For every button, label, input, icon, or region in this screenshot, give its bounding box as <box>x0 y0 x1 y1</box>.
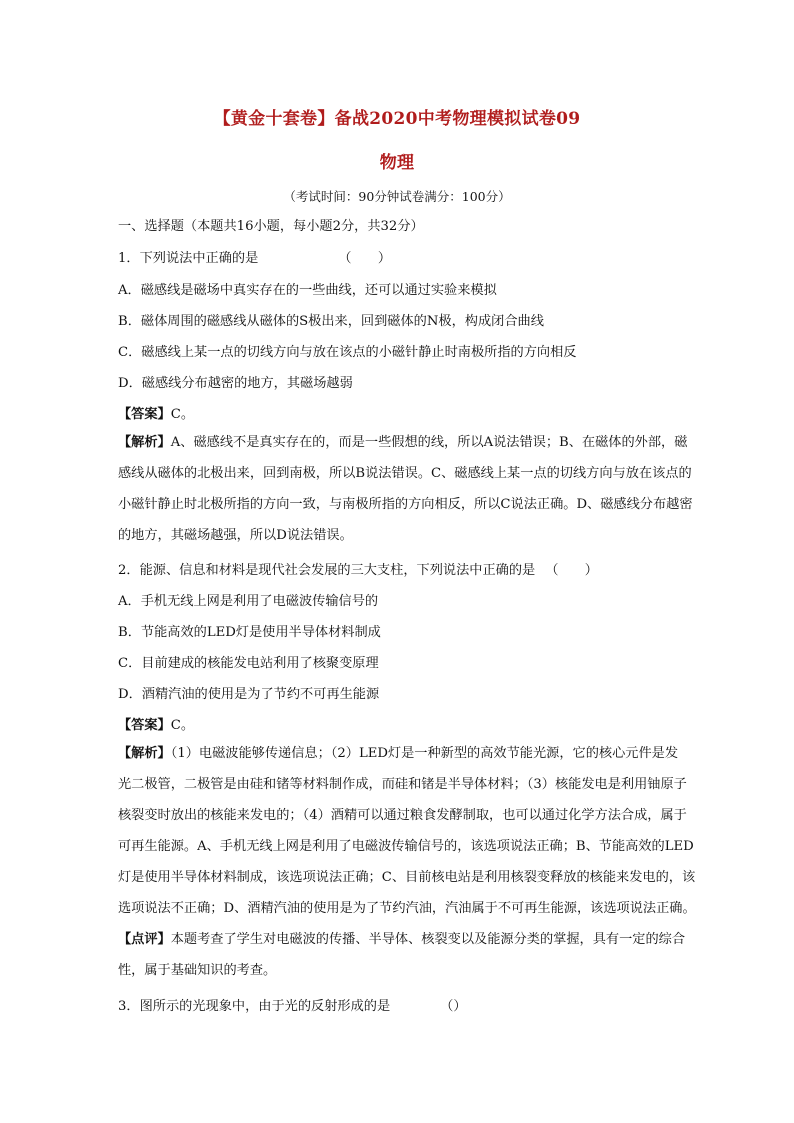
analysis-line: 感线从磁体的北极出来，回到南极，所以B说法错误。C、磁感线上某一点的切线方向与放在该点的 <box>118 466 692 481</box>
document-title: 【黄金十套卷】备战2020中考物理模拟试卷09 <box>213 109 581 129</box>
comment-line: 性，属于基础知识的考查。 <box>118 963 277 978</box>
analysis-line: 选项说法不正确；D、酒精汽油的使用是为了节约汽油，汽油属于不可再生能源，该选项说法正确。 <box>118 901 696 916</box>
question-stem-text: 1．下列说法中正确的是 <box>118 251 259 266</box>
q2-option-b: B．节能高效的LED灯是使用半导体材料制成 <box>118 625 381 640</box>
question-1-stem <box>118 247 391 266</box>
subject-title: 物理 <box>379 153 415 173</box>
q2-comment <box>118 924 704 986</box>
question-stem-text: 2．能源、信息和材料是现代社会发展的三大支柱，下列说法中正确的是 <box>118 563 536 578</box>
q2-option-d: D．酒精汽油的使用是为了节约不可再生能源 <box>118 687 380 702</box>
comment-label: 【点评】 <box>118 932 171 947</box>
analysis-label: 【解析】 <box>118 746 171 761</box>
answer-paren: （ ） <box>338 251 392 266</box>
answer-paren: （） <box>440 999 467 1014</box>
question-3-stem <box>118 995 467 1014</box>
q1-analysis <box>118 427 704 551</box>
analysis-line: 可再生能源。A、手机无线上网是利用了电磁波传输信号的，该选项说法正确；B、节能高效的LED <box>118 839 694 854</box>
question-stem-text: 3．图所示的光现象中，由于光的反射形成的是 <box>118 999 391 1014</box>
q2-option-a: A．手机无线上网是利用了电磁波传输信号的 <box>118 594 379 609</box>
section-heading: 一、选择题（本题共16小题，每小题2分，共32分） <box>118 219 424 234</box>
q1-option-d: D．磁感线分布越密的地方，其磁场越弱 <box>118 376 353 391</box>
comment-line: 本题考查了学生对电磁波的传播、半导体、核裂变以及能源分类的掌握，具有一定的综合 <box>170 932 686 947</box>
exam-info: （考试时间：90分钟试卷满分：100分） <box>283 189 511 204</box>
analysis-line: 灯是使用半导体材料制成，该选项说法正确；C、目前核电站是利用核裂变释放的核能来发电的，该 <box>118 870 696 885</box>
q1-option-c: C．磁感线上某一点的切线方向与放在该点的小磁针静止时南极所指的方向相反 <box>118 345 577 360</box>
q2-option-c: C．目前建成的核能发电站利用了核聚变原理 <box>118 656 379 671</box>
answer-paren: （ ） <box>545 563 598 578</box>
answer-value: C。 <box>170 718 195 733</box>
analysis-line: 的地方，其磁场越强，所以D说法错误。 <box>118 528 353 543</box>
analysis-line: （1）电磁波能够传递信息；（2）LED灯是一种新型的高效节能光源，它的核心元件是发 <box>170 746 679 761</box>
analysis-line: 小磁针静止时北极所指的方向一致，与南极所指的方向相反，所以C说法正确。D、磁感线分布越密 <box>118 497 693 512</box>
question-2-stem <box>118 559 598 578</box>
analysis-line: 核裂变时放出的核能来发电的；（4）酒精可以通过粮食发酵制取，也可以通过化学方法合成，属于 <box>118 808 687 823</box>
q1-answer <box>118 403 194 422</box>
q1-option-b: B．磁体周围的磁感线从磁体的S极出来，回到磁体的N极，构成闭合曲线 <box>118 314 544 329</box>
answer-value: C。 <box>170 407 195 422</box>
analysis-line: 光二极管，二极管是由硅和锗等材料制作成，而硅和锗是半导体材料；（3）核能发电是利用铀原子 <box>118 777 687 792</box>
answer-label: 【答案】 <box>118 407 171 422</box>
analysis-label: 【解析】 <box>118 435 171 450</box>
answer-label: 【答案】 <box>118 718 171 733</box>
q2-analysis <box>118 738 704 924</box>
q2-answer <box>118 714 194 733</box>
analysis-line: A、磁感线不是真实存在的，而是一些假想的线，所以A说法错误；B、在磁体的外部，磁 <box>170 435 688 450</box>
q1-option-a: A．磁感线是磁场中真实存在的一些曲线，还可以通过实验来模拟 <box>118 283 497 298</box>
